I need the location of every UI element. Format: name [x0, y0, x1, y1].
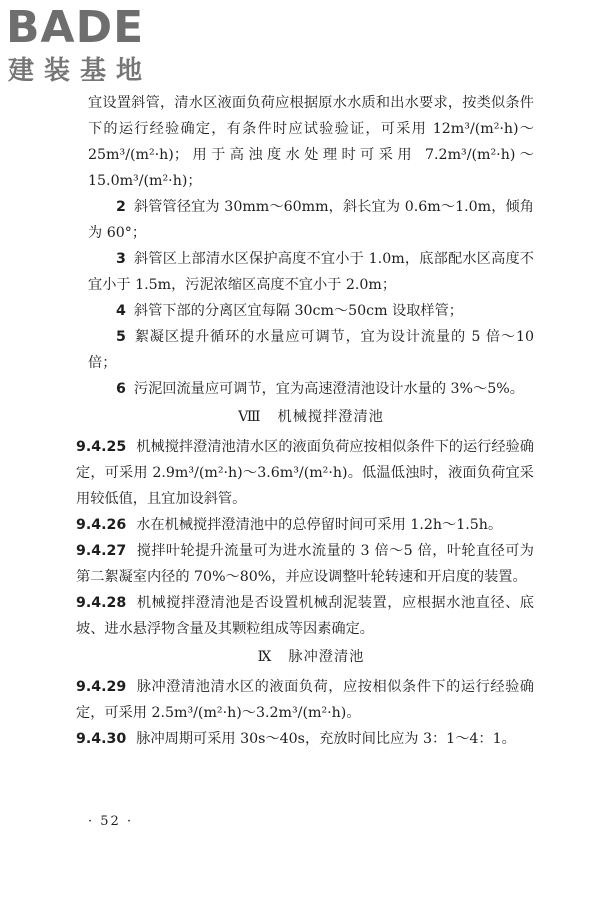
section-roman-numeral: Ⅷ — [238, 409, 262, 425]
clause-9-4-29 — [76, 674, 534, 726]
list-item-2 — [88, 194, 534, 246]
list-item-6 — [88, 376, 534, 402]
section-roman-numeral: Ⅸ — [257, 649, 273, 665]
list-item-5 — [88, 324, 534, 376]
list-item-number: 2 — [116, 199, 126, 215]
clause-number: 9.4.30 — [76, 731, 127, 747]
watermark-logo — [6, 4, 176, 90]
clause-9-4-25 — [76, 434, 534, 512]
list-item-number: 4 — [116, 303, 126, 319]
list-item-text: 斜管区上部清水区保护高度不宜小于 1.0m，底部配水区高度不宜小于 1.5m，污泥浓缩区高度不宜小于 2.0m； — [88, 251, 534, 293]
clause-number: 9.4.25 — [76, 439, 127, 455]
clause-number: 9.4.26 — [76, 517, 127, 533]
clause-text: 机械搅拌澄清池是否设置机械刮泥装置，应根据水池直径、底坡、进水悬浮物含量及其颗粒组成等因素确定。 — [76, 595, 534, 637]
section-heading-8 — [88, 404, 534, 430]
list-item-text: 斜管下部的分离区宜每隔 30cm～50cm 设取样管； — [133, 303, 463, 319]
list-item-text: 斜管管径宜为 30mm～60mm，斜长宜为 0.6m～1.0m，倾角为 60°； — [88, 199, 534, 241]
clause-number: 9.4.27 — [76, 543, 127, 559]
list-item-3 — [88, 246, 534, 298]
list-item-number: 3 — [116, 251, 126, 267]
section-heading-9 — [88, 644, 534, 670]
clause-9-4-27 — [76, 538, 534, 590]
clause-text: 机械搅拌澄清池清水区的液面负荷应按相似条件下的运行经验确定，可采用 2.9m³/(m²·h)～3.6m³/(m²·h)。低温低浊时，液面负荷宜采用较低值，且宜加设斜管。 — [76, 439, 534, 507]
list-item-number: 6 — [116, 381, 126, 397]
list-item-4 — [88, 298, 534, 324]
clause-9-4-26 — [76, 512, 534, 538]
page-number: · 52 · — [88, 814, 134, 829]
clause-9-4-30 — [76, 726, 534, 752]
clause-text: 脉冲澄清池清水区的液面负荷，应按相似条件下的运行经验确定，可采用 2.5m³/(m²·h)～3.2m³/(m²·h)。 — [76, 679, 534, 721]
logo-chinese-text: 建装基地 — [8, 56, 153, 86]
list-item-number: 5 — [116, 329, 126, 345]
clause-9-4-28 — [76, 590, 534, 642]
clause-text: 搅拌叶轮提升流量可为进水流量的 3 倍～5 倍，叶轮直径可为第二絮凝室内径的 70%～80%，并应设调整叶轮转速和开启度的装置。 — [76, 543, 534, 585]
clause-text: 水在机械搅拌澄清池中的总停留时间可采用 1.2h～1.5h。 — [136, 517, 503, 533]
logo-latin-text: BADE — [6, 2, 145, 53]
clause-number: 9.4.29 — [76, 679, 127, 695]
clause-text: 脉冲周期可采用 30s～40s，充放时间比应为 3：1～4：1。 — [136, 731, 516, 747]
list-item-text: 污泥回流量应可调节，宜为高速澄清池设计水量的 3%～5%。 — [133, 381, 524, 397]
body-text — [76, 90, 534, 752]
section-title: 脉冲澄清池 — [288, 649, 365, 665]
list-item-text: 絮凝区提升循环的水量应可调节，宜为设计流量的 5 倍～10 倍； — [88, 329, 534, 371]
clause-number: 9.4.28 — [76, 595, 127, 611]
continuation-paragraph: 宜设置斜管，清水区液面负荷应根据原水水质和出水要求，按类似条件下的运行经验确定，有条件时应试验验证，可采用 12m³/(m²·h)～25m³/(m²·h)；用于高浊度水处理时可采用 7.2m³/(m²·h)～15.0m³/(m²·h)； — [88, 95, 534, 189]
section-title: 机械搅拌澄清池 — [277, 409, 384, 425]
